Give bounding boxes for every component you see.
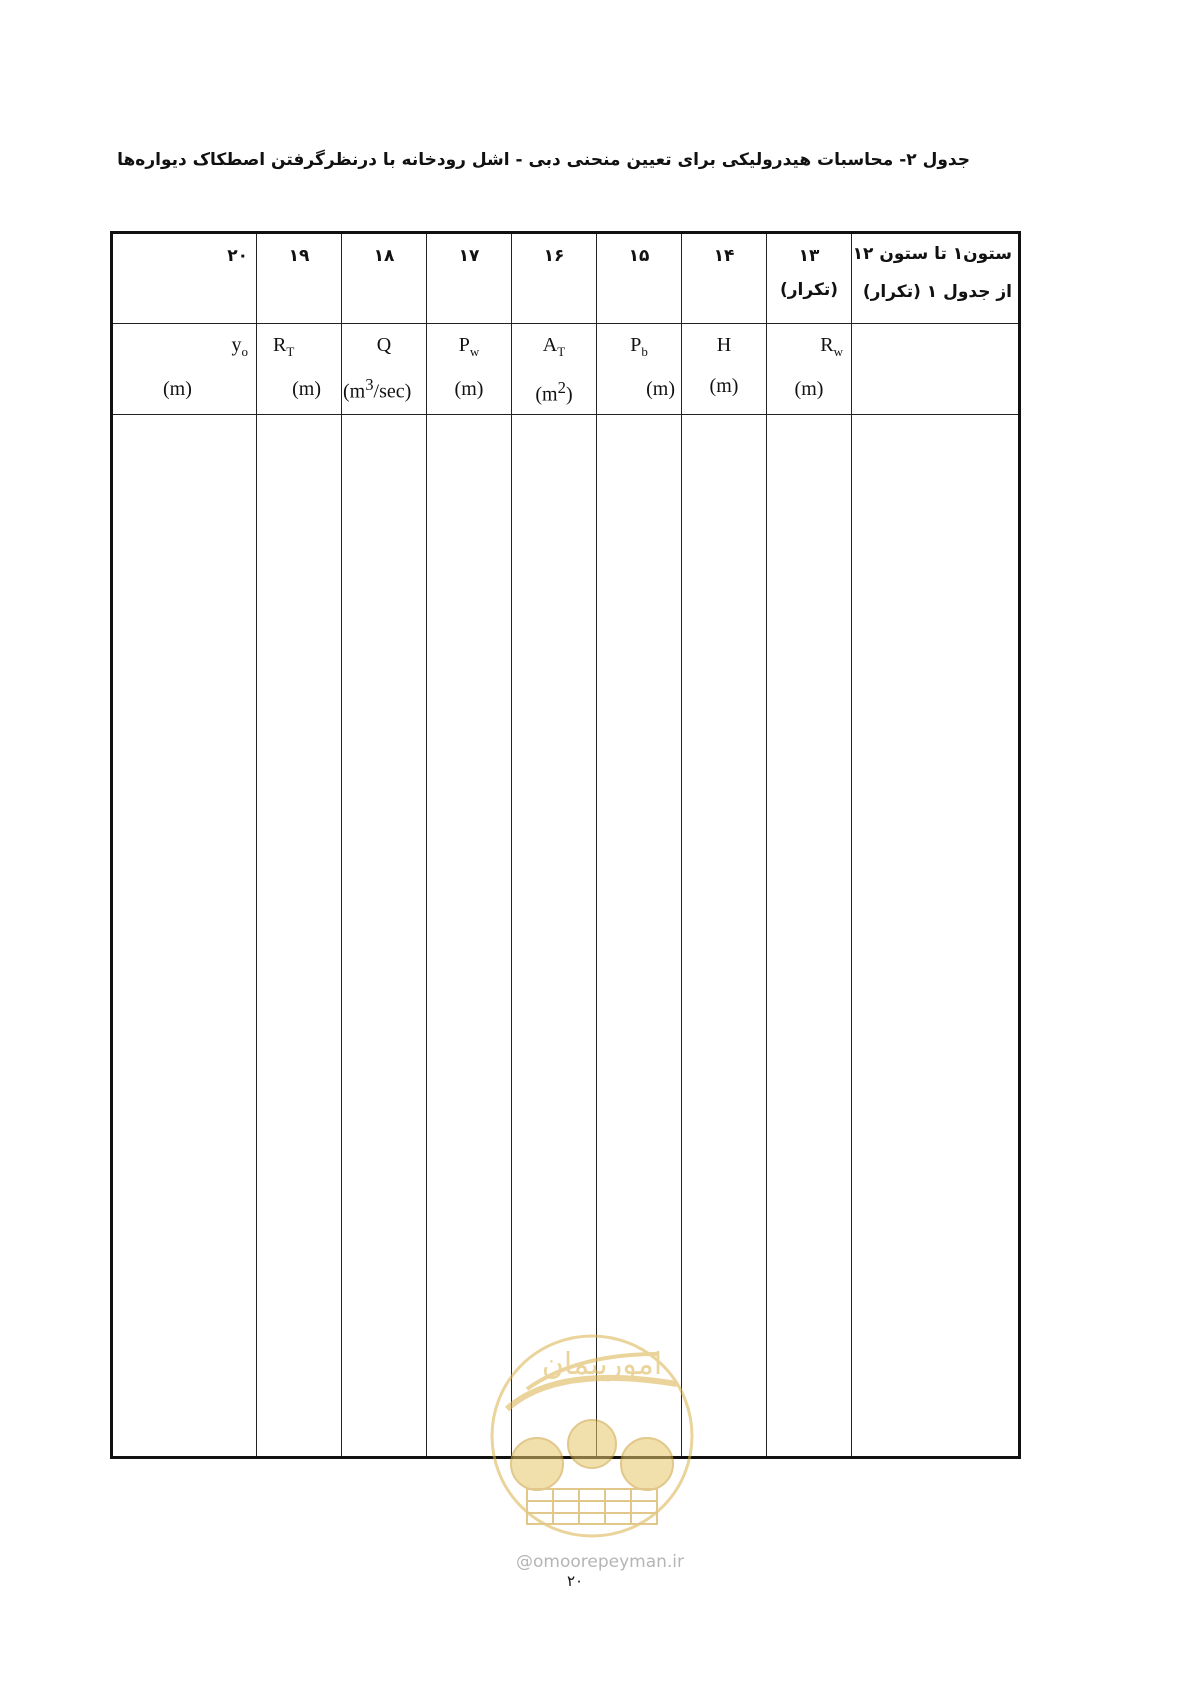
var-main: R — [820, 334, 834, 357]
page-number: ۲۰ — [566, 1572, 584, 1590]
variable-unit — [512, 360, 596, 407]
calculation-table — [110, 231, 1021, 1459]
header-cell-13 — [767, 233, 852, 324]
variable-cell-16 — [512, 324, 597, 415]
column-number: ۲۰ — [227, 246, 248, 266]
column-number: ۱۹ — [288, 246, 310, 266]
variable-row — [112, 324, 1020, 415]
variable-cell-20 — [112, 324, 257, 415]
unit-sup: 2 — [557, 378, 566, 398]
var-main: P — [630, 334, 642, 357]
unit-pre: (m — [343, 380, 366, 403]
variable-cell-19 — [257, 324, 342, 415]
variable-unit — [342, 357, 426, 404]
header-cell-18 — [342, 233, 427, 324]
column-number-row — [112, 233, 1020, 324]
column-number: ۱۸ — [373, 246, 395, 266]
body-cell — [512, 415, 597, 1458]
header-cell-19 — [257, 233, 342, 324]
var-sub: w — [833, 344, 843, 360]
unit-post: ) — [565, 383, 573, 406]
var-sub: o — [241, 344, 248, 360]
variable-symbol — [682, 324, 766, 357]
unit-sup: 3 — [365, 375, 374, 395]
var-main: A — [542, 334, 558, 357]
body-cell — [342, 415, 427, 1458]
unit-pre: (m — [535, 383, 558, 406]
header-cell-17 — [427, 233, 512, 324]
column-number: ۱۷ — [458, 246, 480, 266]
variable-symbol — [342, 324, 426, 357]
variable-unit: (m) — [709, 375, 739, 398]
body-cell — [257, 415, 342, 1458]
body-cell — [112, 415, 257, 1458]
variable-symbol — [427, 324, 511, 360]
body-cell — [597, 415, 682, 1458]
first-col-line1: ستون۱ تا ستون ۱۲ — [852, 244, 1012, 264]
var-sub: b — [641, 344, 648, 360]
variable-unit: (m) — [163, 378, 192, 401]
table-body-row — [112, 415, 1020, 1458]
variable-symbol — [597, 324, 681, 360]
body-cell — [852, 415, 1020, 1458]
body-cell — [682, 415, 767, 1458]
variable-symbol — [512, 324, 596, 360]
variable-cell-13 — [767, 324, 852, 415]
header-cell-20 — [112, 233, 257, 324]
variable-unit: (m) — [454, 378, 484, 401]
var-main: H — [716, 334, 732, 357]
column-note: (تکرار) — [780, 280, 838, 300]
variable-symbol — [257, 324, 341, 360]
var-sub: w — [469, 344, 480, 360]
variable-cell-empty — [852, 324, 1020, 415]
variable-cell-14 — [682, 324, 767, 415]
var-main: R — [273, 334, 287, 357]
header-cell-col1-12 — [852, 233, 1020, 324]
variable-unit: (m) — [646, 378, 675, 401]
variable-unit: (m) — [292, 378, 321, 401]
column-number: ۱۶ — [543, 246, 565, 266]
watermark-url: @omoorepeyman.ir — [515, 1552, 685, 1572]
variable-cell-15 — [597, 324, 682, 415]
header-cell-15 — [597, 233, 682, 324]
var-sub: T — [557, 344, 566, 360]
variable-symbol — [113, 324, 256, 360]
variable-cell-18 — [342, 324, 427, 415]
var-sub: T — [286, 344, 295, 360]
body-cell — [767, 415, 852, 1458]
variable-unit: (m) — [794, 378, 824, 401]
column-number: ۱۳ — [798, 246, 820, 266]
column-number: ۱۵ — [628, 246, 650, 266]
var-main: y — [231, 334, 242, 357]
header-cell-14 — [682, 233, 767, 324]
unit-post: /sec) — [373, 380, 412, 403]
var-main: P — [458, 334, 470, 357]
variable-cell-17 — [427, 324, 512, 415]
watermark-logo — [487, 1324, 697, 1544]
watermark-logo-text: امورپیمان — [541, 1347, 663, 1382]
body-cell — [427, 415, 512, 1458]
first-col-line2: از جدول ۱ (تکرار) — [862, 282, 1012, 302]
var-main: Q — [376, 334, 392, 357]
header-cell-16 — [512, 233, 597, 324]
variable-symbol — [767, 324, 851, 360]
column-number: ۱۴ — [713, 246, 735, 266]
table-caption: جدول ۲- محاسبات هیدرولیکی برای تعیین منحنی دبی - اشل رودخانه با درنظرگرفتن اصطکاک دیواره‌ها — [117, 150, 970, 170]
